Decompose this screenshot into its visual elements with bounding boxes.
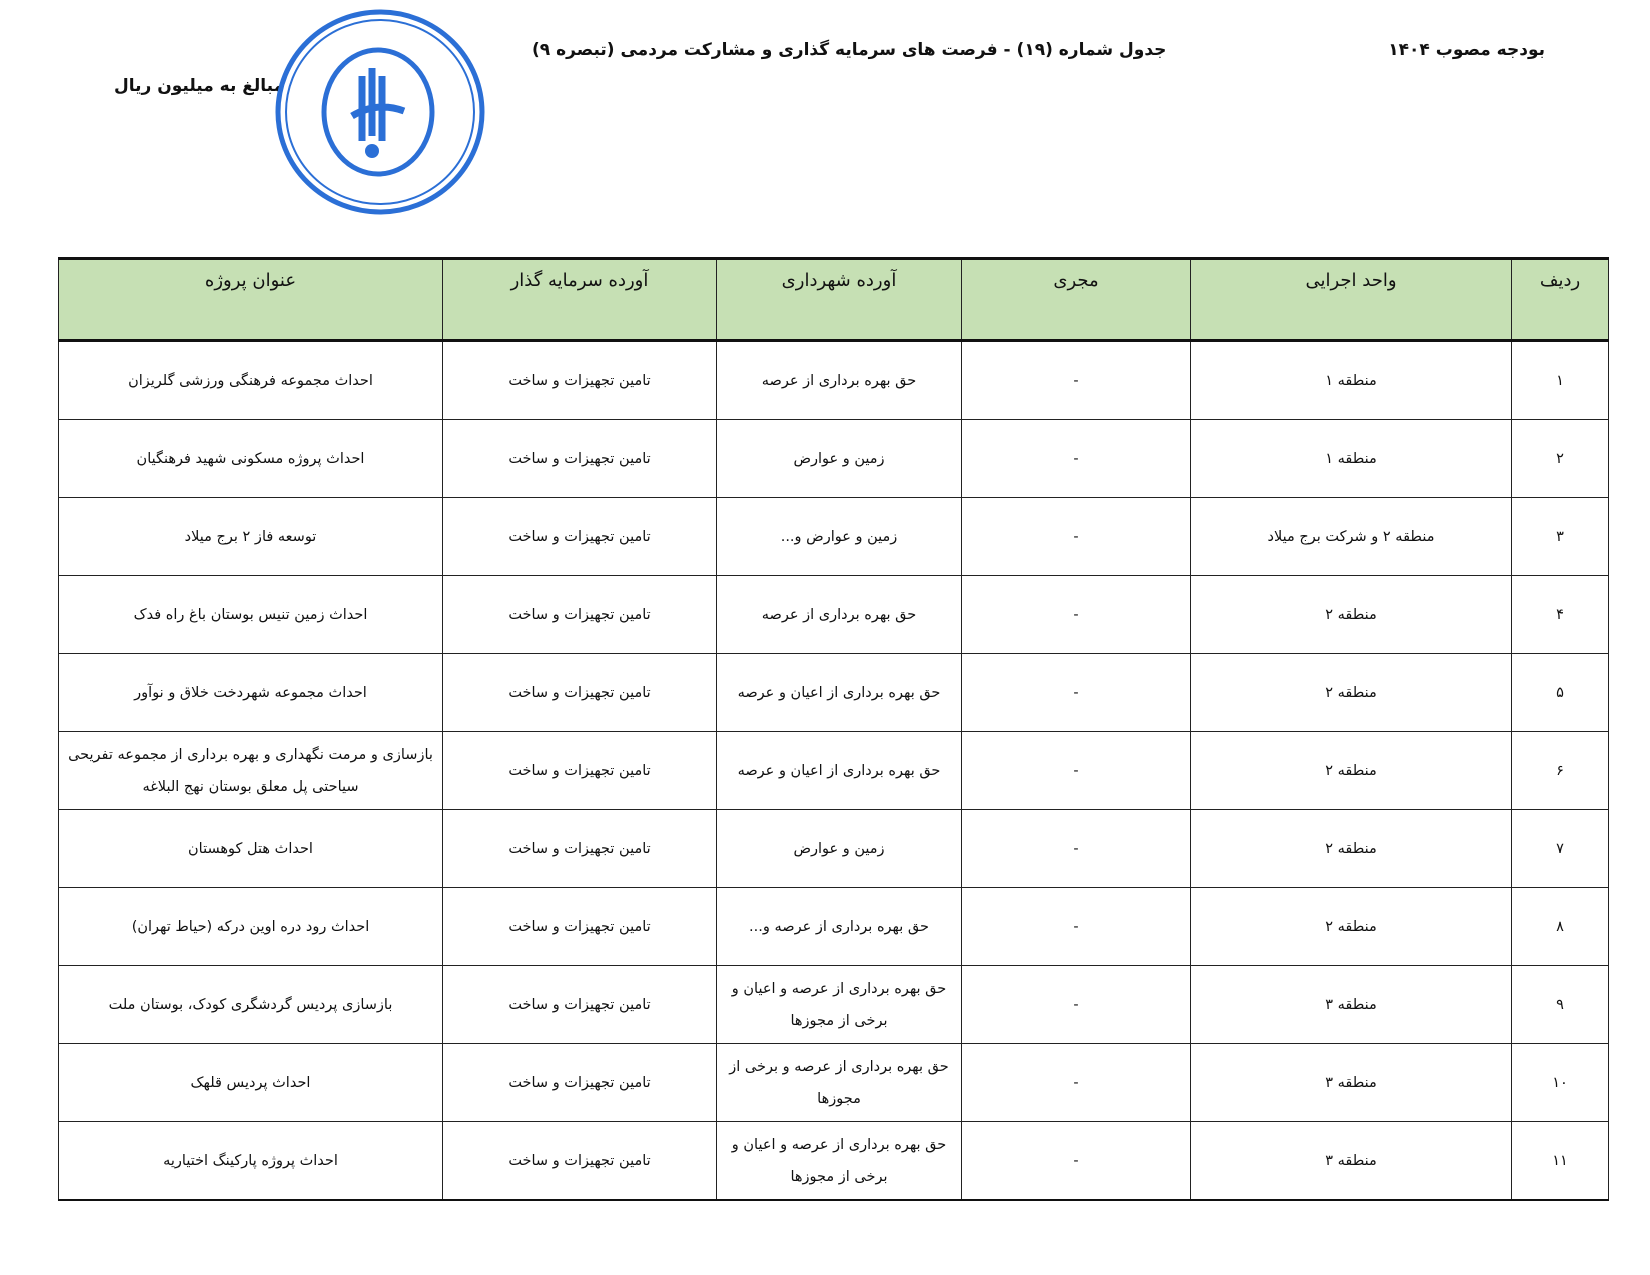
table-cell: ۱۱ bbox=[1512, 1122, 1609, 1201]
table-cell: حق بهره برداری از عرصه bbox=[717, 576, 962, 654]
table-cell: ۱۰ bbox=[1512, 1044, 1609, 1122]
table-cell: توسعه فاز ۲ برج میلاد bbox=[59, 498, 443, 576]
table-cell: - bbox=[962, 732, 1191, 810]
table-cell: ۳ bbox=[1512, 498, 1609, 576]
table-cell: احداث پردیس قلهک bbox=[59, 1044, 443, 1122]
table-cell: منطقه ۱ bbox=[1191, 341, 1512, 420]
table-cell: حق بهره برداری از عرصه و اعیان و برخی از مجوزها bbox=[717, 966, 962, 1044]
table-cell: تامین تجهیزات و ساخت bbox=[443, 966, 717, 1044]
table-row bbox=[59, 420, 1609, 498]
table-cell: حق بهره برداری از اعیان و عرصه bbox=[717, 732, 962, 810]
table-cell: منطقه ۲ bbox=[1191, 810, 1512, 888]
column-header: آورده سرمایه گذار bbox=[443, 259, 717, 341]
table-cell: تامین تجهیزات و ساخت bbox=[443, 654, 717, 732]
table-cell: احداث هتل کوهستان bbox=[59, 810, 443, 888]
column-header: ردیف bbox=[1512, 259, 1609, 341]
table-cell: - bbox=[962, 576, 1191, 654]
document-title: جدول شماره (۱۹) - فرصت های سرمایه گذاری و مشارکت مردمی (تبصره ۹) bbox=[532, 40, 1167, 60]
table-cell: بازسازی پردیس گردشگری کودک، بوستان ملت bbox=[59, 966, 443, 1044]
table-cell: - bbox=[962, 966, 1191, 1044]
table-cell: تامین تجهیزات و ساخت bbox=[443, 576, 717, 654]
table-cell: تامین تجهیزات و ساخت bbox=[443, 498, 717, 576]
table-cell: - bbox=[962, 498, 1191, 576]
table-row bbox=[59, 1044, 1609, 1122]
table-cell: - bbox=[962, 1044, 1191, 1122]
table-cell: ۷ bbox=[1512, 810, 1609, 888]
table-row bbox=[59, 654, 1609, 732]
table-row bbox=[59, 810, 1609, 888]
table-cell: حق بهره برداری از عرصه و برخی از مجوزها bbox=[717, 1044, 962, 1122]
table-cell: بازسازی و مرمت نگهداری و بهره برداری از مجموعه تفریحی سیاحتی پل معلق بوستان نهج البلاغه bbox=[59, 732, 443, 810]
table-row bbox=[59, 1122, 1609, 1201]
table-cell: منطقه ۲ و شرکت برج میلاد bbox=[1191, 498, 1512, 576]
table-cell: حق بهره برداری از عرصه و... bbox=[717, 888, 962, 966]
table-cell: احداث مجموعه فرهنگی ورزشی گلریزان bbox=[59, 341, 443, 420]
table-cell: حق بهره برداری از اعیان و عرصه bbox=[717, 654, 962, 732]
table-cell: ۴ bbox=[1512, 576, 1609, 654]
table-cell: تامین تجهیزات و ساخت bbox=[443, 1122, 717, 1201]
table-cell: تامین تجهیزات و ساخت bbox=[443, 420, 717, 498]
table-cell: احداث پروژه مسکونی شهید فرهنگیان bbox=[59, 420, 443, 498]
table-body bbox=[59, 341, 1609, 1201]
table-cell: ۸ bbox=[1512, 888, 1609, 966]
table-cell: تامین تجهیزات و ساخت bbox=[443, 1044, 717, 1122]
table-cell: منطقه ۳ bbox=[1191, 1122, 1512, 1201]
table-cell: ۲ bbox=[1512, 420, 1609, 498]
table-cell: - bbox=[962, 1122, 1191, 1201]
table-cell: تامین تجهیزات و ساخت bbox=[443, 888, 717, 966]
table-cell: احداث پروژه پارکینگ اختیاریه bbox=[59, 1122, 443, 1201]
table-header-row bbox=[59, 259, 1609, 341]
table-row bbox=[59, 341, 1609, 420]
table-cell: ۶ bbox=[1512, 732, 1609, 810]
table-cell: - bbox=[962, 654, 1191, 732]
table-cell: تامین تجهیزات و ساخت bbox=[443, 341, 717, 420]
table-cell: منطقه ۱ bbox=[1191, 420, 1512, 498]
council-stamp bbox=[272, 6, 488, 218]
column-header: واحد اجرایی bbox=[1191, 259, 1512, 341]
table-cell: منطقه ۳ bbox=[1191, 966, 1512, 1044]
units-note: مبالغ به میلیون ریال bbox=[114, 76, 285, 96]
table-cell: منطقه ۳ bbox=[1191, 1044, 1512, 1122]
table-cell: ۱ bbox=[1512, 341, 1609, 420]
table-cell: ۹ bbox=[1512, 966, 1609, 1044]
table-row bbox=[59, 888, 1609, 966]
table-cell: منطقه ۲ bbox=[1191, 888, 1512, 966]
table-cell: - bbox=[962, 420, 1191, 498]
table-cell: زمین و عوارض و... bbox=[717, 498, 962, 576]
table-cell: احداث مجموعه شهردخت خلاق و نوآور bbox=[59, 654, 443, 732]
column-header: عنوان پروژه bbox=[59, 259, 443, 341]
table-row bbox=[59, 576, 1609, 654]
table-cell: منطقه ۲ bbox=[1191, 576, 1512, 654]
table-cell: - bbox=[962, 888, 1191, 966]
column-header: آورده شهرداری bbox=[717, 259, 962, 341]
investment-table bbox=[58, 257, 1609, 1201]
table-row bbox=[59, 966, 1609, 1044]
column-header: مجری bbox=[962, 259, 1191, 341]
table-cell: زمین و عوارض bbox=[717, 810, 962, 888]
table-cell: احداث زمین تنیس بوستان باغ راه فدک bbox=[59, 576, 443, 654]
table-cell: حق بهره برداری از عرصه bbox=[717, 341, 962, 420]
table-cell: حق بهره برداری از عرصه و اعیان و برخی از مجوزها bbox=[717, 1122, 962, 1201]
table-cell: زمین و عوارض bbox=[717, 420, 962, 498]
table-cell: منطقه ۲ bbox=[1191, 732, 1512, 810]
budget-label: بودجه مصوب ۱۴۰۴ bbox=[1388, 40, 1545, 60]
table-cell: - bbox=[962, 341, 1191, 420]
table-cell: تامین تجهیزات و ساخت bbox=[443, 732, 717, 810]
table-cell: تامین تجهیزات و ساخت bbox=[443, 810, 717, 888]
table-cell: احداث رود دره اوین درکه (حیاط تهران) bbox=[59, 888, 443, 966]
table-row bbox=[59, 498, 1609, 576]
table-row bbox=[59, 732, 1609, 810]
table-cell: ۵ bbox=[1512, 654, 1609, 732]
table-cell: منطقه ۲ bbox=[1191, 654, 1512, 732]
table-cell: - bbox=[962, 810, 1191, 888]
